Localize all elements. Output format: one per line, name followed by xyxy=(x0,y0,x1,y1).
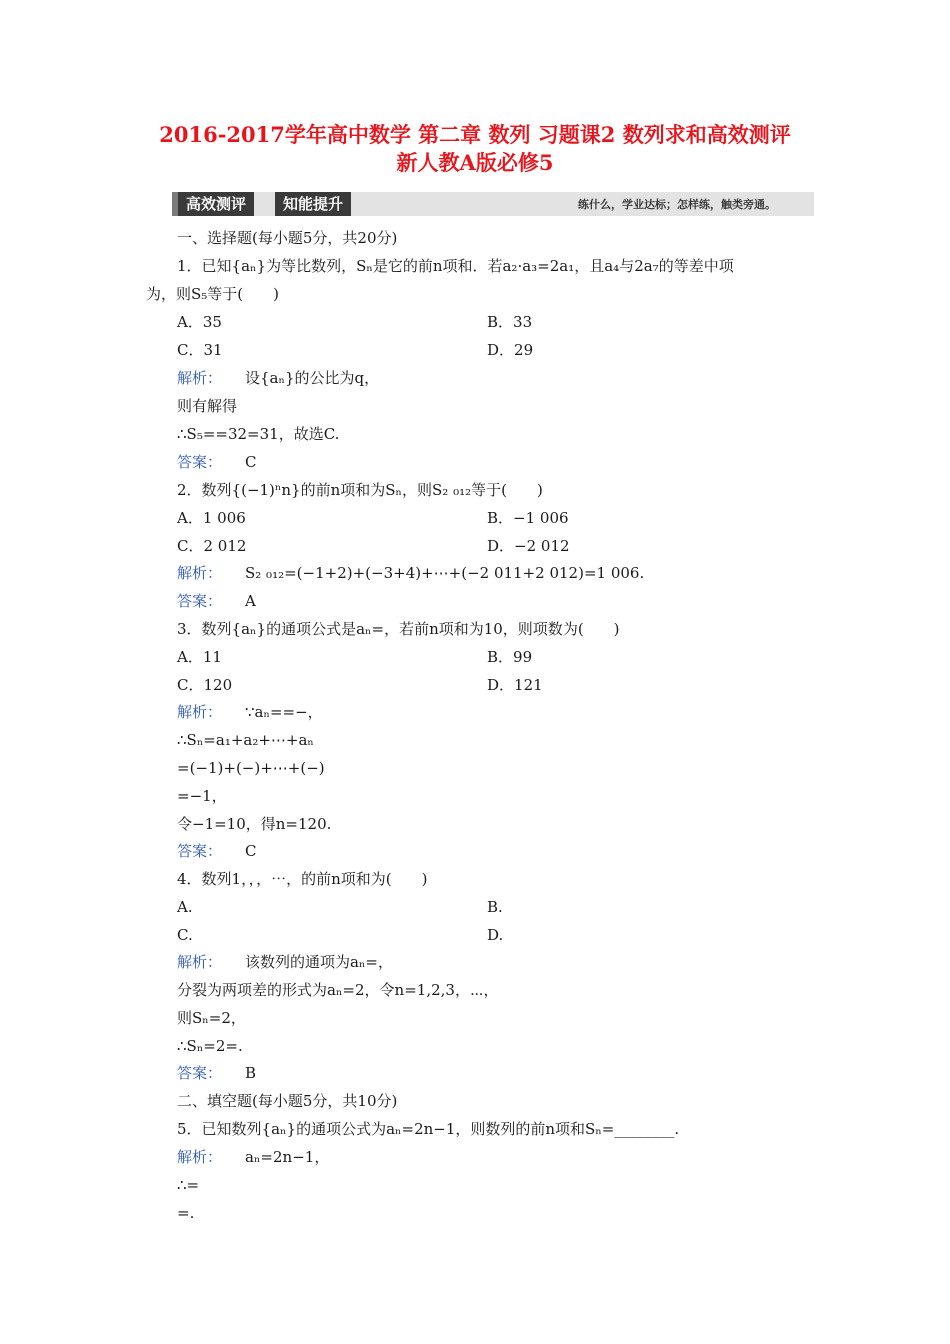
question-5-stem: 5．已知数列{aₙ}的通项公式为aₙ=2n−1，则数列的前n项和Sₙ=________. xyxy=(177,1120,680,1138)
question-4-solution-line4: ∴Sₙ=2=. xyxy=(177,1037,243,1055)
question-2-answer: A xyxy=(245,592,256,610)
question-1-stem: 1．已知{aₙ}为等比数列，Sₙ是它的前n项和．若a₂·a₃=2a₁，且a₄与2a₇的等差中项 xyxy=(177,257,734,275)
question-2-option-c: C．2 012 xyxy=(177,537,247,555)
question-4-stem: 4．数列1，，，⋯，的前n项和为( ) xyxy=(177,870,428,888)
question-1-option-d: D．29 xyxy=(487,341,534,359)
question-3-answer-label: 答案： xyxy=(177,842,223,860)
question-2-option-d: D．−2 012 xyxy=(487,537,570,555)
question-4-solution-line2: 分裂为两项差的形式为aₙ=2，令n=1,2,3，⋯， xyxy=(177,981,499,999)
question-2-solution-line1: S₂ ₀₁₂=(−1+2)+(−3+4)+⋯+(−2 011+2 012)=1 006. xyxy=(245,564,645,582)
question-4-option-d: D. xyxy=(487,926,504,944)
question-3-solution-line3: =(−1)+(−)+⋯+(−) xyxy=(177,759,325,777)
question-3-solution-line5: 令−1=10，得n=120. xyxy=(177,815,332,833)
question-4-solution-label: 解析： xyxy=(177,953,223,971)
question-1-option-b: B．33 xyxy=(487,313,533,331)
question-5-solution-line1: aₙ=2n−1， xyxy=(245,1148,330,1166)
question-3-stem: 3．数列{aₙ}的通项公式是aₙ=，若前n项和为10，则项数为( ) xyxy=(177,620,620,638)
document-title-line1: 2016-2017学年高中数学 第二章 数列 习题课2 数列求和高效测评 xyxy=(159,122,791,147)
question-3-solution-label: 解析： xyxy=(177,703,223,721)
section-heading-fill-in: 二、填空题(每小题5分，共10分) xyxy=(177,1092,398,1110)
question-1-solution-line1: 设{aₙ}的公比为q， xyxy=(245,369,380,387)
question-1-solution-line2: 则有解得 xyxy=(177,397,238,415)
banner-tag-improvement: 知能提升 xyxy=(275,192,351,216)
banner-slogan: 练什么，学业达标；怎样练，触类旁通。 xyxy=(578,198,776,211)
question-4-option-b: B. xyxy=(487,898,503,916)
section-banner xyxy=(172,192,814,216)
question-2-option-a: A．1 006 xyxy=(177,509,246,527)
question-4-option-a: A. xyxy=(177,898,193,916)
question-3-option-c: C．120 xyxy=(177,676,233,694)
section-heading-choice: 一、选择题(每小题5分，共20分) xyxy=(177,229,398,247)
question-4-answer-label: 答案： xyxy=(177,1064,223,1082)
question-2-stem: 2．数列{(−1)ⁿn}的前n项和为Sₙ，则S₂ ₀₁₂等于( ) xyxy=(177,481,543,499)
question-5-solution-line2: ∴= xyxy=(177,1176,200,1194)
question-4-solution-line3: 则Sₙ=2， xyxy=(177,1009,246,1027)
question-3-option-a: A．11 xyxy=(177,648,222,666)
question-4-answer: B xyxy=(245,1064,257,1082)
question-1-option-a: A．35 xyxy=(177,313,222,331)
question-4-solution-line1: 该数列的通项为aₙ=， xyxy=(245,953,394,971)
question-3-answer: C xyxy=(245,842,257,860)
question-1-answer-label: 答案： xyxy=(177,453,223,471)
question-2-answer-label: 答案： xyxy=(177,592,223,610)
question-1-stem-cont: 为，则S₅等于( ) xyxy=(146,285,279,303)
question-2-solution-label: 解析： xyxy=(177,564,223,582)
question-3-option-d: D．121 xyxy=(487,676,543,694)
question-1-option-c: C．31 xyxy=(177,341,223,359)
question-1-solution-label: 解析： xyxy=(177,369,223,387)
question-5-solution-line3: =. xyxy=(177,1204,195,1222)
banner-tag-assessment: 高效测评 xyxy=(178,192,254,216)
question-2-option-b: B．−1 006 xyxy=(487,509,569,527)
document-title-line2: 新人教A版必修5 xyxy=(396,150,554,175)
question-5-solution-label: 解析： xyxy=(177,1148,223,1166)
question-1-solution-line3: ∴S₅==32=31，故选C. xyxy=(177,425,340,443)
question-3-solution-line1: ∵aₙ==−， xyxy=(245,703,323,721)
question-1-answer: C xyxy=(245,453,257,471)
question-3-solution-line4: =−1， xyxy=(177,787,227,805)
question-3-option-b: B．99 xyxy=(487,648,533,666)
question-4-option-c: C. xyxy=(177,926,193,944)
question-3-solution-line2: ∴Sₙ=a₁+a₂+⋯+aₙ xyxy=(177,731,314,749)
